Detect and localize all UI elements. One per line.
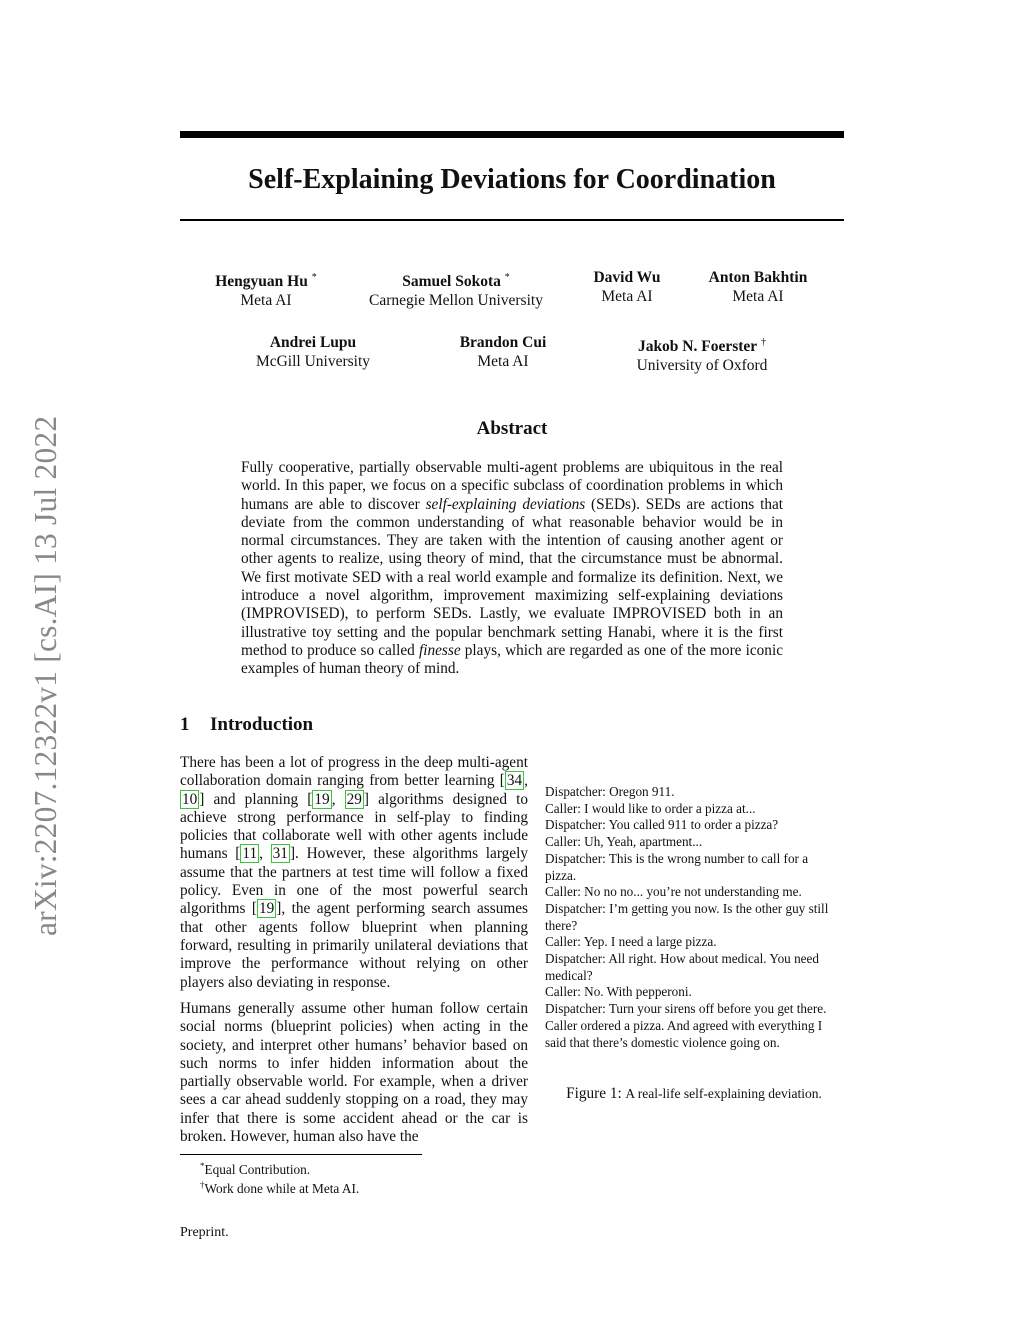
paper-title: Self-Explaining Deviations for Coordination	[248, 164, 776, 195]
author-bakhtin	[693, 268, 823, 306]
equal-contribution-mark: *	[504, 272, 510, 283]
author-hu	[205, 268, 327, 310]
footnote-mark: †	[200, 1180, 205, 1190]
title-bottom-rule	[180, 219, 844, 221]
paragraph-text: ,	[524, 772, 528, 790]
paragraph-text: ]. However, these algorithms largely assume that the partners at test time will follow a fixed policy. Even in one of the most powerful search algorithms [	[180, 845, 528, 918]
author-name: Anton Bakhtin	[708, 269, 808, 286]
footnote-mark: *	[200, 1161, 205, 1171]
figure-caption	[545, 1084, 843, 1104]
author-affiliation: Meta AI	[732, 288, 784, 305]
author-affiliation: Meta AI	[240, 292, 292, 309]
dialogue-line: Caller: I would like to order a pizza at...	[545, 800, 756, 816]
author-name: Hengyuan Hu	[215, 273, 308, 290]
dialogue-line: Dispatcher: Turn your sirens off before you get there. Caller ordered a pizza. And agreed with everything I said that there’s domestic violence going on.	[545, 1001, 827, 1050]
footnote-text: Equal Contribution.	[204, 1162, 311, 1177]
section-title: Introduction	[210, 714, 314, 735]
figure-dialogue	[545, 784, 837, 1051]
author-affiliation: Meta AI	[477, 353, 529, 370]
dialogue-line: Caller: Yep. I need a large pizza.	[545, 934, 717, 950]
author-affiliation: Meta AI	[601, 288, 653, 305]
section-number: 1	[180, 714, 190, 735]
abstract-heading: Abstract	[476, 418, 548, 439]
abstract-body	[241, 459, 783, 679]
dagger-mark: †	[761, 337, 767, 348]
dialogue-line: Caller: Uh, Yeah, apartment...	[545, 834, 703, 850]
author-sokota	[355, 268, 557, 310]
footnote-meta-ai	[200, 1177, 359, 1197]
dialogue-line: Caller: No no no... you’re not understanding me.	[545, 884, 802, 900]
dialogue-line: Dispatcher: You called 911 to order a pizza?	[545, 817, 779, 833]
intro-paragraph-2: Humans generally assume other human follow certain social norms (blueprint policies) when acting in the society, and interpret other humans’ behavior based on such norms to infer hidden information about the partially observable world. For example, when a driver sees a car ahead suddenly stopping on a road, they may infer that there is some accident ahead or the car is broken. However, human also have the	[180, 1000, 528, 1146]
dialogue-line: Dispatcher: Oregon 911.	[545, 784, 675, 799]
citation-link[interactable]: 19	[314, 790, 330, 808]
paragraph-text: ,	[331, 790, 345, 808]
author-affiliation: Carnegie Mellon University	[369, 292, 543, 309]
author-name: David Wu	[593, 269, 661, 286]
paragraph-text: ] and planning [	[199, 790, 313, 808]
abstract-text: Fully cooperative, partially observable multi-agent problems are ubiquitous in the real world. In this paper, we focus on a specific subclass of coordination problems in which humans are able to discover	[241, 459, 783, 513]
caption-text: A real-life self-explaining deviation.	[625, 1086, 822, 1101]
author-cui	[443, 333, 563, 371]
paragraph-text: There has been a lot of progress in the deep multi-agent collaboration domain ranging from better learning [	[180, 754, 528, 790]
author-name: Andrei Lupu	[269, 334, 357, 351]
footnote-text: Work done while at Meta AI.	[204, 1181, 360, 1196]
section-heading-introduction	[180, 713, 313, 737]
citation-link[interactable]: 19	[258, 900, 275, 918]
author-affiliation: University of Oxford	[636, 357, 768, 374]
citation-link[interactable]: 10	[182, 790, 198, 808]
author-name: Samuel Sokota	[402, 273, 501, 290]
footnote-equal-contribution	[200, 1158, 310, 1178]
author-affiliation: McGill University	[255, 353, 371, 370]
abstract-text: plays, which are regarded as one of the more iconic examples of human theory of mind.	[241, 641, 783, 678]
arxiv-stamp: arXiv:2207.12322v1 [cs.AI] 13 Jul 2022	[28, 415, 63, 936]
title-top-rule	[180, 131, 844, 138]
citation-link[interactable]: 31	[272, 845, 288, 863]
abstract-finesse: finesse	[418, 641, 461, 659]
citation-link[interactable]: 34	[506, 772, 523, 790]
author-lupu	[240, 333, 386, 371]
citation-link[interactable]: 11	[242, 845, 258, 863]
paragraph-text: ], the agent performing search assumes that other agents follow blueprint when planning forward, resulting in primarily unilateral deviations that improve the performance without relying on other players also deviating in response.	[180, 900, 528, 991]
citation-link[interactable]: 29	[346, 790, 362, 808]
equal-contribution-mark: *	[311, 272, 317, 283]
paragraph-text: ] algorithms designed to achieve strong performance in self-play to finding policies that collaborate well with other agents include humans [	[180, 790, 528, 863]
author-name: Brandon Cui	[459, 334, 547, 351]
paragraph-text: ,	[259, 845, 271, 863]
intro-paragraph-1	[180, 754, 528, 992]
abstract-term: self-explaining deviations	[425, 495, 586, 513]
footnote-rule	[180, 1154, 422, 1155]
dialogue-line: Dispatcher: All right. How about medical. You need medical?	[545, 951, 819, 983]
preprint-label: Preprint.	[180, 1225, 229, 1240]
author-name: Jakob N. Foerster	[637, 338, 758, 355]
author-foerster	[622, 333, 782, 375]
dialogue-line: Dispatcher: I’m getting you now. Is the other guy still there?	[545, 900, 829, 933]
dialogue-line: Caller: No. With pepperoni.	[545, 984, 692, 1000]
dialogue-line: Dispatcher: This is the wrong number to call for a pizza.	[545, 850, 809, 883]
caption-label: Figure 1:	[566, 1085, 622, 1102]
abstract-text: (SEDs). SEDs are actions that deviate from the common understanding of what reasonable behavior would be in normal circumstances. They are taken with the intention of causing another agent or other agents to realize, using theory of mind, that the circumstance must be abnormal. We first motivate SED with a real world example and formalize its definition. Next, we introduce a novel algorithm, improvement maximizing self-explaining deviations (IMPROVISED), to perform SEDs. Lastly, we evaluate IMPROVISED both in an illustrative toy setting and the popular benchmark setting Hanabi, where it is the first method to produce so called	[241, 495, 784, 659]
author-wu	[577, 268, 677, 306]
